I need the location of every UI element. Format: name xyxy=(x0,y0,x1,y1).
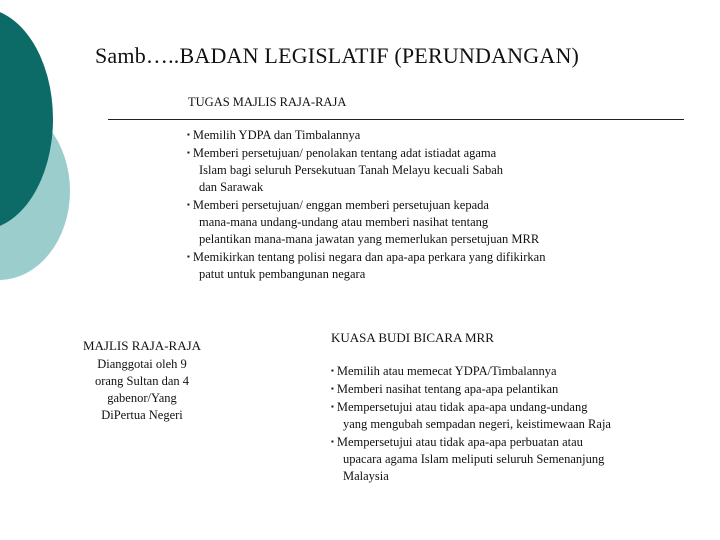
list-item-text: Memberi persetujuan/ enggan memberi persetujuan kepada xyxy=(192,198,489,212)
list-item-text: Islam bagi seluruh Persekutuan Tanah Melayu kecuali Sabah xyxy=(199,163,504,177)
list-item xyxy=(331,362,611,380)
bullet-icon: ▪ xyxy=(187,148,190,157)
list-item-text: pelantikan mana-mana jawatan yang memerlukan persetujuan MRR xyxy=(199,232,540,246)
list-item-text: yang mengubah sempadan negeri, keistimewaan Raja xyxy=(343,417,611,431)
bullet-icon: ▪ xyxy=(331,437,334,446)
bullet-icon: ▪ xyxy=(187,252,190,261)
list-item-text: Mempersetujui atau tidak apa-apa undang-undang xyxy=(336,400,588,414)
list-item-text: mana-mana undang-undang atau memberi nasihat tentang xyxy=(199,215,489,229)
kuasa-list xyxy=(331,362,611,485)
list-item-text: upacara agama Islam meliputi seluruh Semenanjung xyxy=(343,452,605,466)
list-item-text: Memilih YDPA dan Timbalannya xyxy=(192,128,361,142)
majlis-line: Dianggotai oleh 9 xyxy=(97,357,187,371)
bullet-icon: ▪ xyxy=(187,130,190,139)
list-item-text: Memberi persetujuan/ penolakan tentang adat istiadat agama xyxy=(192,146,497,160)
list-item-text: Malaysia xyxy=(343,469,389,483)
list-item xyxy=(331,398,611,433)
list-item-text: Memikirkan tentang polisi negara dan apa-apa perkara yang difikirkan xyxy=(192,250,546,264)
list-item xyxy=(187,126,545,144)
list-item xyxy=(331,380,611,398)
slide-title: Samb…..BADAN LEGISLATIF (PERUNDANGAN) xyxy=(95,43,580,68)
kuasa-heading: KUASA BUDI BICARA MRR xyxy=(331,330,494,345)
list-item xyxy=(331,433,611,485)
list-item-text: Memilih atau memecat YDPA/Timbalannya xyxy=(336,364,557,378)
list-item-text: Memberi nasihat tentang apa-apa pelantikan xyxy=(336,382,559,396)
list-item-text: Mempersetujui atau tidak apa-apa perbuatan atau xyxy=(336,435,583,449)
list-item xyxy=(187,196,545,248)
majlis-line: DiPertua Negeri xyxy=(101,408,183,422)
tugas-heading: TUGAS MAJLIS RAJA-RAJA xyxy=(188,95,347,109)
tugas-list xyxy=(187,126,545,283)
list-item xyxy=(187,144,545,196)
list-item xyxy=(187,248,545,283)
bullet-icon: ▪ xyxy=(187,200,190,209)
majlis-block xyxy=(73,338,211,424)
list-item-text: dan Sarawak xyxy=(199,180,264,194)
majlis-line: orang Sultan dan 4 xyxy=(94,374,190,388)
bullet-icon: ▪ xyxy=(331,366,334,375)
bullet-icon: ▪ xyxy=(331,402,334,411)
divider-rule xyxy=(108,119,684,120)
majlis-heading: MAJLIS RAJA-RAJA xyxy=(82,338,202,353)
bullet-icon: ▪ xyxy=(331,384,334,393)
majlis-line: gabenor/Yang xyxy=(107,391,177,405)
list-item-text: patut untuk pembangunan negara xyxy=(199,267,366,281)
